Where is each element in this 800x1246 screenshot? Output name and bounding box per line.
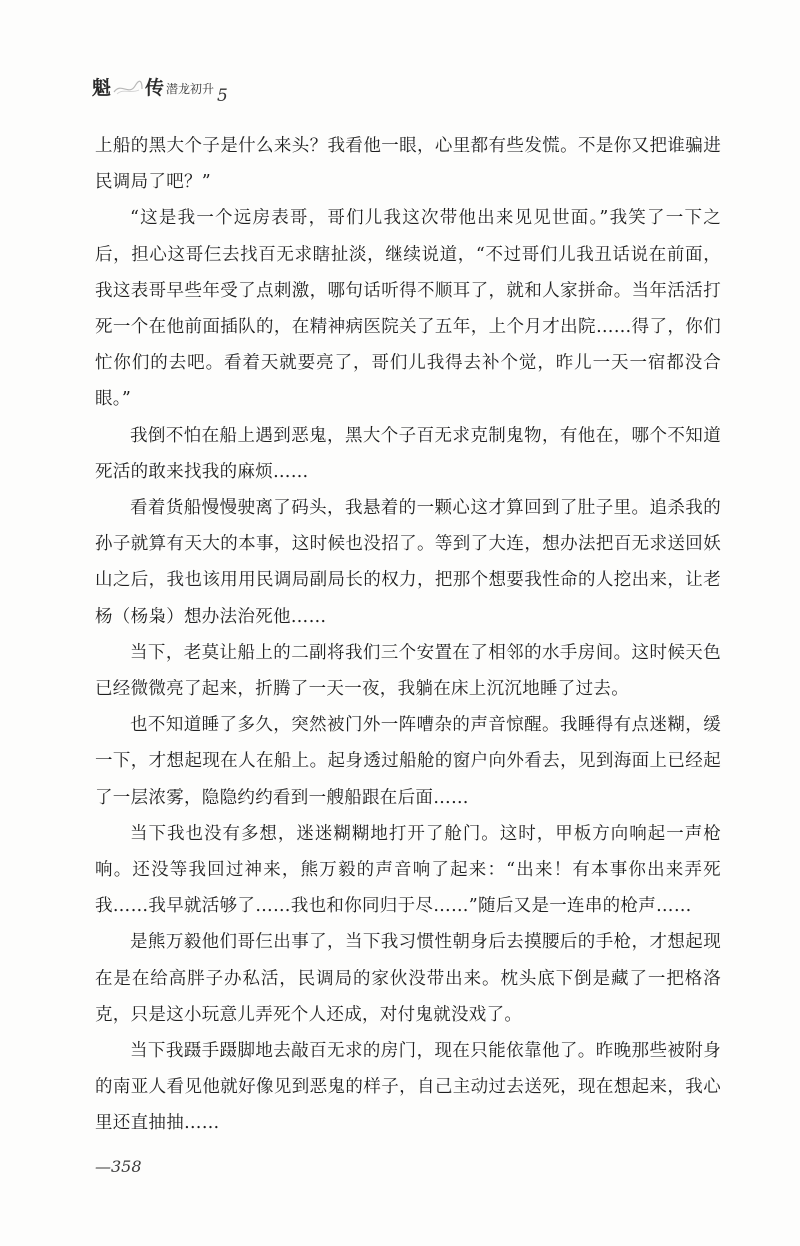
- running-head-title-char-1: 魁: [92, 77, 112, 99]
- paragraph: “这是我一个远房表哥，哥们儿我这次带他出来见见世面。”我笑了一下之后，担心这哥仨去找百无求瞎扯淡，继续说道，“不过哥们儿我丑话说在前面，我这表哥早些年受了点刺激，哪句话听得不顺耳了，就和人家拼命。当年活活打死一个在他前面插队的，在精神病医院关了五年，上个月才出院……得了，你们忙你们的去吧。看着天就要亮了，哥们儿我得去补个觉，昨儿一天一宿都没合眼。”: [95, 208, 721, 410]
- running-head: [92, 60, 228, 106]
- paragraph: 当下我蹑手蹑脚地去敲百无求的房门，现在只能依靠他了。昨晚那些被附身的南亚人看见他就好像见到恶鬼的样子，自己主动过去送死，现在想起来，我心里还直抽抽……: [95, 1041, 721, 1134]
- running-head-title-char-2: 传: [145, 77, 165, 99]
- body-text: [95, 128, 721, 1142]
- paragraph: 看着货船慢慢驶离了码头，我悬着的一颗心这才算回到了肚子里。追杀我的孙子就算有天大的本事，这时候也没招了。等到了大连，想办法把百无求送回妖山之后，我也该用用民调局副局长的权力，把那个想要我性命的人挖出来，让老杨（杨枭）想办法治死他……: [95, 498, 721, 627]
- paragraph: 也不知道睡了多久，突然被门外一阵嘈杂的声音惊醒。我睡得有点迷糊，缓一下，才想起现在人在船上。起身透过船舱的窗户向外看去，见到海面上已经起了一层浓雾，隐隐约约看到一艘船跟在后面……: [95, 715, 721, 808]
- paragraph: 是熊万毅他们哥仨出事了，当下我习惯性朝身后去摸腰后的手枪，才想起现在是在给高胖子办私活，民调局的家伙没带出来。枕头底下倒是藏了一把格洛克，只是这小玩意儿弄死个人还成，对付鬼就没戏了。: [95, 932, 721, 1025]
- running-head-volume: 5: [217, 86, 228, 106]
- paragraph: 我倒不怕在船上遇到恶鬼，黑大个子百无求克制鬼物，有他在，哪个不知道死活的敢来找我的麻烦……: [95, 425, 721, 482]
- ornament-swirl-icon: [113, 80, 143, 96]
- paragraph: 当下我也没有多想，迷迷糊糊地打开了舱门。这时，甲板方向响起一声枪响。还没等我回过神来，熊万毅的声音响了起来：“出来！有本事你出来弄死我……我早就活够了……我也和你同归于尽……”随后又是一连串的枪声……: [95, 823, 721, 917]
- running-head-subtitle: 潜龙初升: [166, 82, 215, 96]
- paragraph: 上船的黑大个子是什么来头？我看他一眼，心里都有些发慌。不是你又把谁骗进民调局了吧？”: [95, 136, 721, 193]
- page-number: —358: [95, 1157, 142, 1176]
- paragraph: 当下，老莫让船上的二副将我们三个安置在了相邻的水手房间。这时候天色已经微微亮了起来，折腾了一天一夜，我躺在床上沉沉地睡了过去。: [95, 642, 721, 700]
